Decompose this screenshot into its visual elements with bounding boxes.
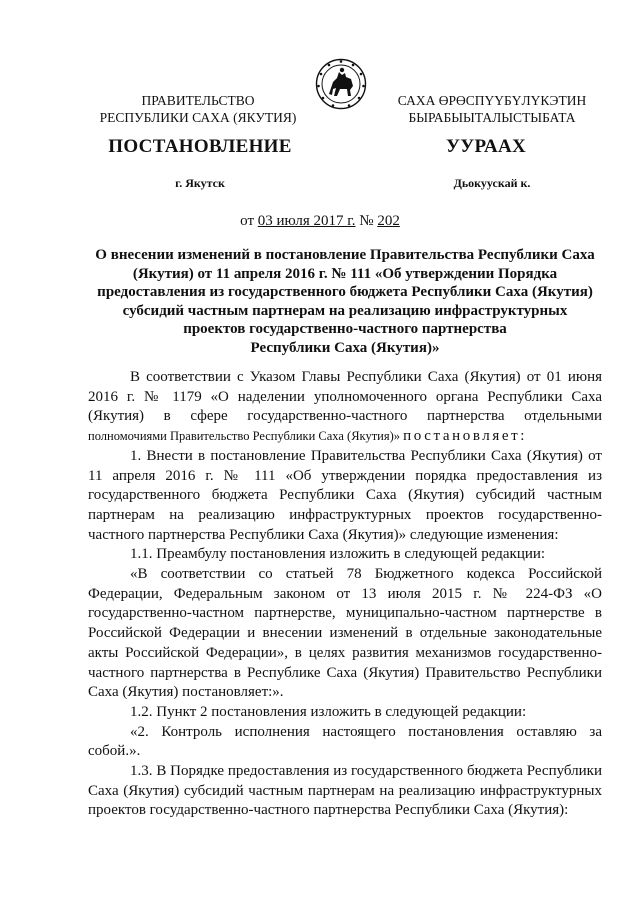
document-date: 03 июля 2017 г. [257, 213, 356, 229]
title-line: субсидий частным партнерам на реализацию инфраструктурных [122, 302, 568, 319]
issuer-name-russian [92, 92, 304, 126]
paragraph-preamble [88, 368, 602, 447]
date-prefix: от [240, 213, 258, 229]
paragraph-item-1-1: 1.1. Преамбулу постановления изложить в следующей редакции: [130, 546, 546, 563]
document-number: 202 [377, 213, 400, 229]
date-number-line [0, 213, 640, 230]
issuer-line-2: РЕСПУБЛИКИ САХА (ЯКУТИЯ) [99, 110, 297, 125]
title-line: (Якутия) от 11 апреля 2016 г. № 111 «Об утверждении Порядка [132, 265, 558, 282]
city-sakha: Дьокуускай к. [453, 176, 531, 190]
resolves-word: постановляет: [403, 428, 528, 445]
preamble-small-text: полномочиями Правительство Республики Саха (Якутия)» [88, 429, 404, 444]
issuer-line-1: ПРАВИТЕЛЬСТВО [141, 93, 255, 108]
number-label: № [355, 213, 378, 229]
paragraph-item-1-2: 1.2. Пункт 2 постановления изложить в следующей редакции: [130, 703, 527, 720]
city-russian: г. Якутск [175, 176, 225, 190]
republic-emblem-icon [315, 58, 367, 110]
paragraph-quote-preamble: «В соответствии со статьей 78 Бюджетного кодекса Российской Федерации, Федеральным законом от 13 июля 2015 г. № 224-ФЗ «О государственно-частном партнерстве, муниципально-частном партнерстве в Российской Федерации и внесении изменений в отдельные законодательные акты Российской Федерации», в целях развития механизмов государственно-частного партнерства в Республике Саха (Якутия) Правительство Республики Саха (Якутия) постановляет:». [88, 566, 602, 701]
paragraph-item-1: 1. Внести в постановление Правительства Республики Саха (Якутия) от 11 апреля 2016 г. № 111 «Об утверждении порядка предоставления из государственного бюджета Республики Саха (Якутия) субсидий частным партнерам на реализацию инфраструктурных проектов государственно-частного партнерства Республики Саха (Якутия)» следующие изменения: [88, 447, 602, 543]
preamble-text: В соответствии с Указом Главы Республики Саха (Якутия) от 01 июня 2016 г. № 1179 «О наделении уполномоченного органа Республики Саха (Якутия) в сфере государственно-частного партнерства отдельными [88, 369, 602, 425]
document-body [88, 368, 602, 821]
issuer-line-2: БЫРАБЫЫТАЛЫСТЫБАТА [408, 110, 576, 125]
paragraph-quote-item-2: «2. Контроль исполнения настоящего постановления оставляю за собой.». [88, 723, 602, 760]
doc-type-sakha: УУРААХ [445, 136, 527, 157]
title-line: проектов государственно-частного партнерства [183, 321, 507, 337]
title-line: Республики Саха (Якутия)» [250, 339, 440, 356]
title-line: предоставления из государственного бюджета Республики Саха (Якутия) [97, 284, 593, 300]
document-title [80, 246, 610, 357]
issuer-name-sakha [380, 92, 604, 126]
paragraph-item-1-3: 1.3. В Порядке предоставления из государственного бюджета Республики Саха (Якутия) субсидий частным партнерам на реализацию инфраструктурных проектов государственно-частного партнерства Республики Саха (Якутия): [88, 763, 602, 819]
issuer-line-1: САХА ӨРӨСПҮҮБҮЛҮКЭТИН [397, 93, 587, 108]
title-line: О внесении изменений в постановление Правительства Республики Саха [95, 247, 595, 263]
doc-type-russian: ПОСТАНОВЛЕНИЕ [108, 136, 292, 157]
